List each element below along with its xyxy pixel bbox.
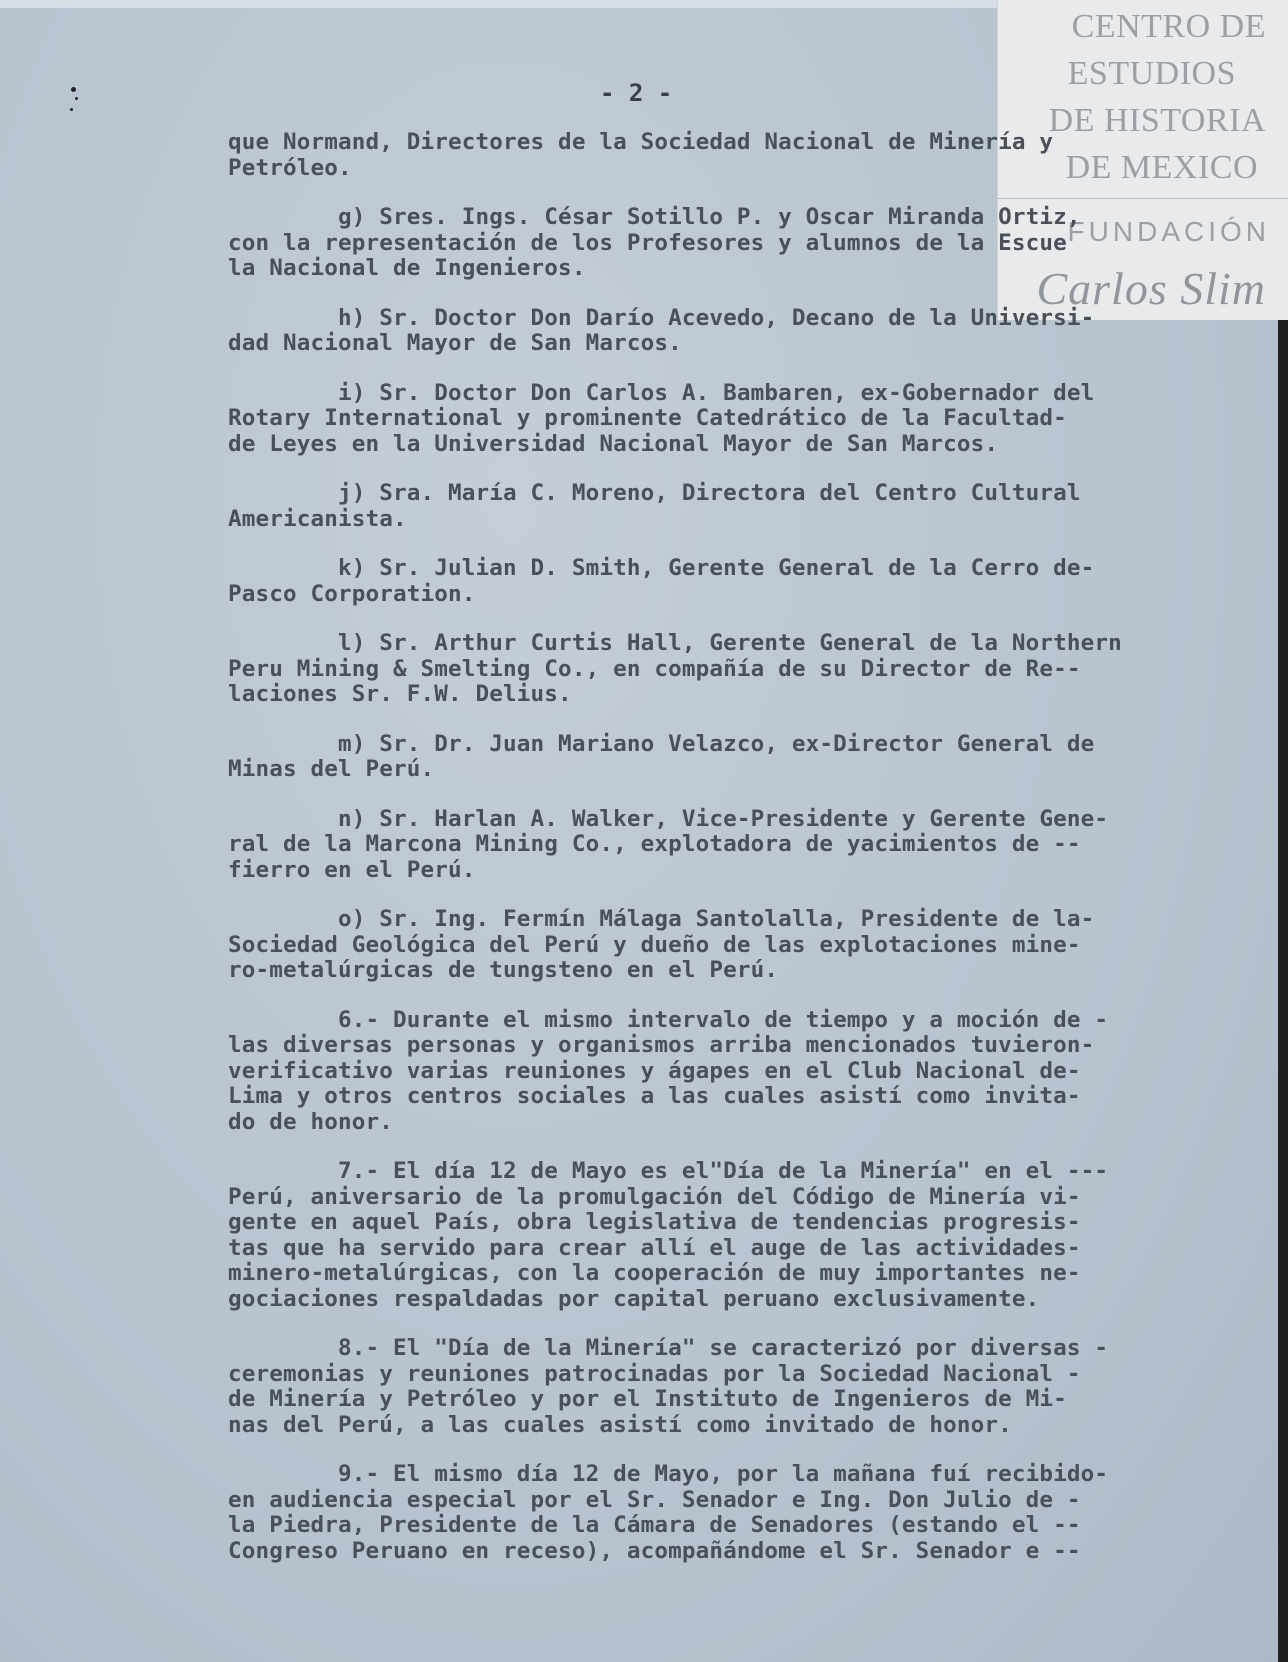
- paragraph: [228, 130, 1188, 181]
- text-line: k) Sr. Julian D. Smith, Gerente General de la Cerro de-: [228, 555, 1095, 581]
- text-line: ceremonias y reuniones patrocinadas por la Sociedad Nacional -: [228, 1360, 1081, 1387]
- paragraph: [228, 556, 1188, 607]
- text-line: 7.- El día 12 de Mayo es el"Día de la Minería" en el ---: [228, 1158, 1109, 1184]
- text-line: m) Sr. Dr. Juan Mariano Velazco, ex-Director General de: [228, 730, 1095, 757]
- text-line: la Piedra, Presidente de la Cámara de Senadores (estando el --: [228, 1512, 1081, 1538]
- text-line: con la representación de los Profesores y alumnos de la Escue: [228, 229, 1067, 256]
- watermark-line: CENTRO DE: [1071, 8, 1266, 45]
- text-line: Minas del Perú.: [228, 756, 435, 782]
- watermark-line: ESTUDIOS: [1067, 55, 1236, 92]
- paragraph: [228, 306, 1188, 357]
- watermark-line: DE MEXICO: [1065, 149, 1258, 186]
- page-mark: [70, 108, 73, 111]
- text-line: en audiencia especial por el Sr. Senador e Ing. Don Julio de -: [228, 1486, 1081, 1513]
- paragraph: [228, 205, 1188, 282]
- page-mark: [71, 87, 76, 92]
- text-line: dad Nacional Mayor de San Marcos.: [228, 330, 682, 356]
- text-line: Perú, aniversario de la promulgación del Código de Minería vi-: [228, 1183, 1081, 1210]
- text-line: tas que ha servido para crear allí el auge de las actividades-: [228, 1234, 1081, 1261]
- text-line: las diversas personas y organismos arriba mencionados tuvieron-: [228, 1032, 1095, 1058]
- text-line: gociaciones respaldadas por capital peruano exclusivamente.: [228, 1285, 1040, 1312]
- page-mark: [75, 97, 78, 100]
- text-line: verificativo varias reuniones y ágapes en el Club Nacional de-: [228, 1057, 1081, 1084]
- watermark-signature: Carlos Slim: [1036, 263, 1266, 314]
- text-line: Pasco Corporation.: [228, 580, 476, 607]
- document-body: [228, 130, 1188, 1588]
- text-line: que Normand, Directores de la Sociedad Nacional de Minería y: [228, 129, 1054, 155]
- text-line: Rotary International y prominente Catedrático de la Facultad-: [228, 405, 1067, 431]
- paragraph: [228, 907, 1188, 984]
- text-line: Petróleo.: [228, 154, 352, 181]
- paragraph: [228, 1462, 1188, 1564]
- text-line: de Leyes en la Universidad Nacional Mayor de San Marcos.: [228, 430, 999, 457]
- text-line: minero-metalúrgicas, con la cooperación de muy importantes ne-: [228, 1260, 1081, 1286]
- text-line: gente en aquel País, obra legislativa de tendencias progresis-: [228, 1209, 1081, 1235]
- paragraph: [228, 381, 1188, 458]
- text-line: j) Sra. María C. Moreno, Directora del Centro Cultural: [228, 480, 1081, 506]
- text-line: 6.- Durante el mismo intervalo de tiempo y a moción de -: [228, 1006, 1109, 1033]
- text-line: Lima y otros centros sociales a las cuales asistí como invita-: [228, 1083, 1081, 1109]
- page-top-edge: [0, 0, 1030, 8]
- text-line: ro-metalúrgicas de tungsteno en el Perú.: [228, 957, 779, 983]
- paragraph: [228, 1159, 1188, 1312]
- text-line: la Nacional de Ingenieros.: [228, 255, 586, 281]
- text-line: do de honor.: [228, 1108, 394, 1135]
- text-line: g) Sres. Ings. César Sotillo P. y Oscar Miranda Ortiz,: [228, 204, 1081, 230]
- text-line: Congreso Peruano en receso), acompañándome el Sr. Senador e --: [228, 1537, 1081, 1564]
- text-line: 9.- El mismo día 12 de Mayo, por la mañana fuí recibido-: [228, 1461, 1109, 1487]
- text-line: fierro en el Perú.: [228, 856, 476, 883]
- text-line: Americanista.: [228, 505, 407, 532]
- paragraph: [228, 1008, 1188, 1136]
- paragraph: [228, 732, 1188, 783]
- text-line: i) Sr. Doctor Don Carlos A. Bambaren, ex-Gobernador del: [228, 379, 1095, 406]
- text-line: ral de la Marcona Mining Co., explotadora de yacimientos de --: [228, 831, 1081, 857]
- text-line: de Minería y Petróleo y por el Instituto de Ingenieros de Mi-: [228, 1386, 1067, 1412]
- text-line: Sociedad Geológica del Perú y dueño de las explotaciones mine-: [228, 931, 1081, 958]
- text-line: n) Sr. Harlan A. Walker, Vice-Presidente y Gerente Gene-: [228, 805, 1109, 832]
- text-line: o) Sr. Ing. Fermín Málaga Santolalla, Presidente de la-: [228, 906, 1095, 932]
- text-line: 8.- El "Día de la Minería" se caracterizó por diversas -: [228, 1335, 1109, 1361]
- text-line: h) Sr. Doctor Don Darío Acevedo, Decano de la Universi-: [228, 304, 1095, 331]
- text-line: Peru Mining & Smelting Co., en compañía de su Director de Re--: [228, 655, 1081, 682]
- paragraph: [228, 1336, 1188, 1438]
- page-number: - 2 -: [600, 79, 673, 107]
- watermark-foundation: FUNDACIÓN: [1067, 216, 1270, 247]
- text-line: nas del Perú, a las cuales asistí como invitado de honor.: [228, 1411, 1012, 1438]
- watermark-line: DE HISTORIA: [1048, 102, 1266, 139]
- paragraph: [228, 807, 1188, 884]
- text-line: laciones Sr. F.W. Delius.: [228, 681, 572, 707]
- paragraph: [228, 631, 1188, 708]
- text-line: l) Sr. Arthur Curtis Hall, Gerente General de la Northern: [228, 630, 1122, 656]
- paragraph: [228, 481, 1188, 532]
